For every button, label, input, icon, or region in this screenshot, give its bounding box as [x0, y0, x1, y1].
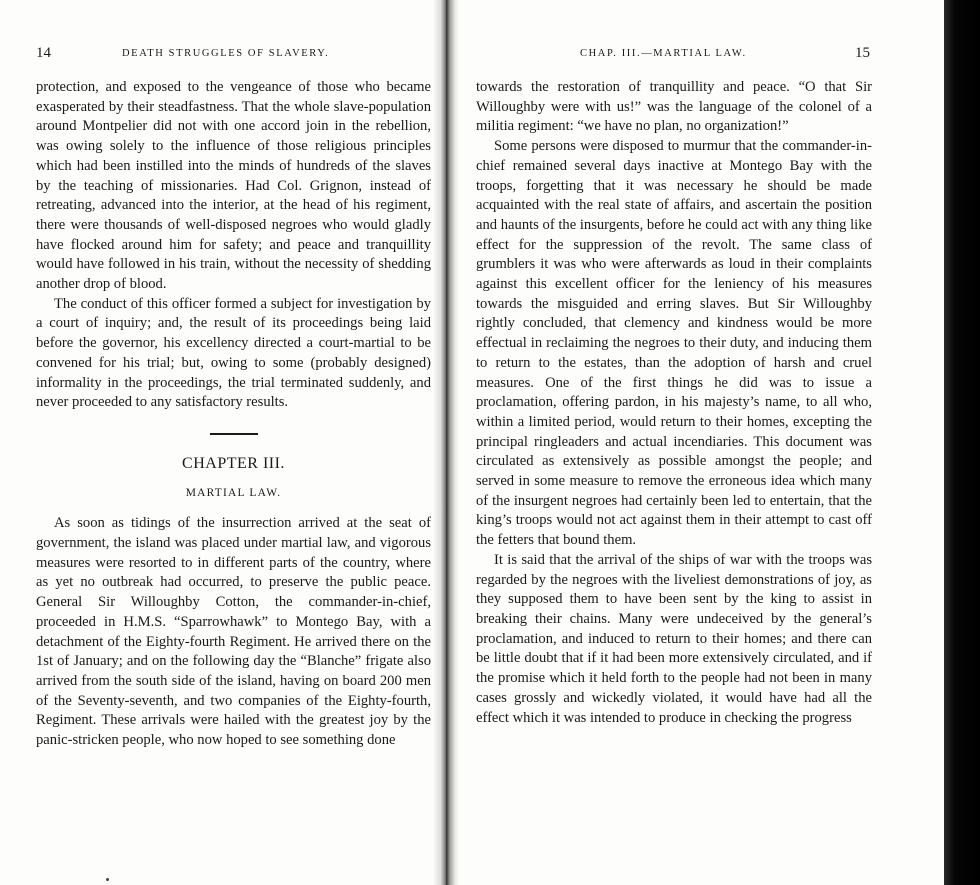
- paragraph: The conduct of this officer formed a subject for investigation by a court of inquiry; and, the result of its proceedings being laid before the governor, his excellency directed a court-martial to be convened for his trial; but, owing to some (probably designed) informality in the proceedings, the trial terminated suddenly, and never proceeded to any satisfactory results.: [36, 295, 431, 411]
- right-page: [476, 0, 872, 885]
- paragraph: protection, and exposed to the vengeance of those who became exasperated by their steadfastness. That the whole slave-population around Montpelier did not with one accord join in the rebellion, was owing solely to the influence of those religious principles which had been instilled into the minds of hundreds of the slaves by the teaching of missionaries. Had Col. Grignon, instead of retreating, advanced into the interior, at the head of his regiment, there were thousands of well-disposed negroes who would gladly have flocked around him for safety; and peace and tranquillity would have followed in his train, without the necessity of shedding another drop of blood.: [36, 79, 431, 293]
- running-head-title-left: DEATH STRUGGLES OF SLAVERY.: [122, 48, 330, 59]
- book-gutter: [433, 0, 459, 885]
- left-page-body: [36, 78, 431, 751]
- running-head-title-right: CHAP. III.—MARTIAL LAW.: [580, 48, 747, 59]
- right-running-head: [476, 45, 872, 63]
- page-edge-shadow: [944, 0, 980, 885]
- paragraph: It is said that the arrival of the ships of war with the troops was regarded by the negroes with the liveliest demonstrations of joy, as they supposed them to have been sent by the king to assist in breaking their chains. Many were undeceived by the general’s proclamation, and induced to return to their homes; and there can be little doubt that if it had been more extensively circulated, and if the promise which it held forth to the people had not been in many cases grossly and wickedly violated, it would have had all the effect which it was intended to produce in checking the progress: [476, 551, 872, 726]
- left-page: [36, 0, 431, 885]
- chapter-title: CHAPTER III.: [182, 454, 285, 472]
- paragraph: Some persons were disposed to murmur that the commander-in-chief remained several days inactive at Montego Bay with the troops, forgetting that it was necessary he should be made acquainted with the real state of affairs, and ascertain the position and haunts of the insurgents, before he could act with any thing like effect for the suppression of the revolt. The same class of grumblers it was who were afterwards as loud in their complaints against this excellent officer for the leniency of his measures towards the misguided and erring slaves. But Sir Willoughby rightly concluded, that clemency and kindness would be more effectual in reclaiming the negroes to their duty, and inducing them to return to the estates, than the adoption of harsh and cruel measures. One of the first things he did was to issue a proclamation, offering pardon, in his majesty’s name, to all who, within a limited period, would return to their homes, excepting the principal ringleaders and actual incendiaries. This document was circulated as extensively as possible amongst the people; and served in some measure to remove the erroneous idea which many of the insurgent negroes had certainly been led to entertain, that the king’s troops would not act against them in their attempt to cast off the fetters that bound them.: [476, 138, 872, 549]
- chapter-subtitle: MARTIAL LAW.: [185, 486, 282, 499]
- print-speck: [106, 878, 109, 881]
- page-number-right: 15: [855, 45, 870, 61]
- right-page-body: [476, 78, 872, 728]
- left-running-head: [36, 45, 431, 63]
- page-number-left: 14: [36, 45, 51, 61]
- section-divider: [210, 433, 258, 435]
- paragraph: As soon as tidings of the insurrection arrived at the seat of government, the island was placed under martial law, and vigorous measures were resorted to in different parts of the country, where as yet no outbreak had occurred, to preserve the public peace. General Sir Willoughby Cotton, the commander-in-chief, proceeded in H.M.S. “Sparrowhawk” to Montego Bay, with a detachment of the Eighty-fourth Regiment. He arrived there on the 1st of January; and on the following day the “Blanche” frigate also arrived from the south side of the island, having on board 200 men of the Seventy-seventh, and two companies of the Eighty-fourth, Regiment. These arrivals were hailed with the greatest joy by the panic-stricken people, who now hoped to see something done: [36, 515, 431, 749]
- paragraph: towards the restoration of tranquillity and peace. “O that Sir Willoughby were with us!” was the language of the colonel of a militia regiment: “we have no plan, no organization!”: [476, 79, 872, 135]
